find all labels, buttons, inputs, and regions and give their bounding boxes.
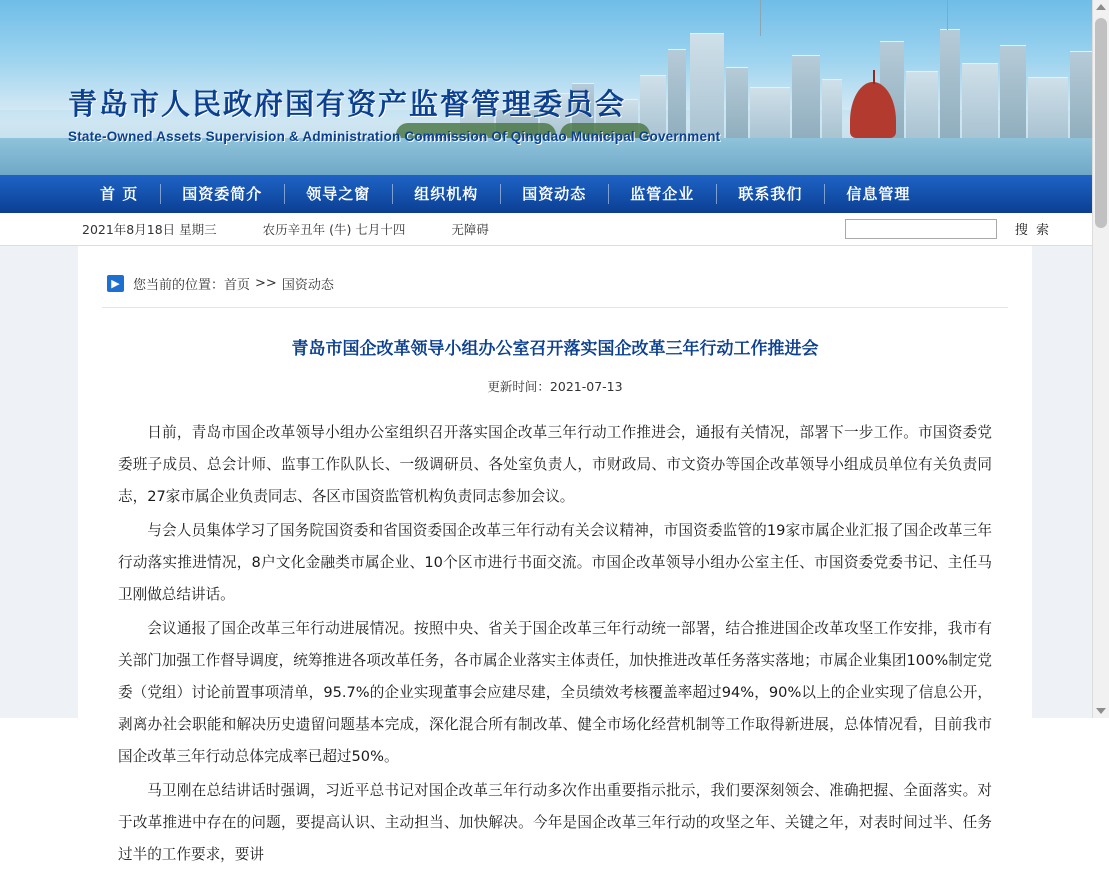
skyline-building <box>822 79 842 138</box>
main-nav <box>0 175 1109 213</box>
scrollbar-thumb[interactable] <box>1095 18 1107 228</box>
skyline-building <box>962 63 998 138</box>
nav-item-news[interactable]: 国资动态 <box>500 175 608 213</box>
skyline-building <box>1000 45 1026 138</box>
article-body <box>118 417 992 871</box>
breadcrumb-current[interactable]: 国资动态 <box>281 278 334 293</box>
nav-item-home[interactable]: 首 页 <box>100 185 139 203</box>
triangle-up-icon[interactable] <box>1096 4 1106 10</box>
breadcrumb-prefix: 您当前的位置： <box>133 278 225 293</box>
skyline-building <box>906 71 938 138</box>
article-meta-label: 更新时间： <box>487 379 550 394</box>
skyline-building <box>750 87 790 138</box>
accessibility-link[interactable]: 无障碍 <box>451 222 489 237</box>
current-date: 2021年8月18日 星期三 <box>82 222 217 237</box>
nav-item-leadership[interactable]: 领导之窗 <box>284 175 392 213</box>
article-meta-date: 2021-07-13 <box>549 379 623 394</box>
page-scrollbar[interactable] <box>1092 0 1109 718</box>
breadcrumb-home[interactable]: 首页 <box>224 278 251 293</box>
article-paragraph: 与会人员集体学习了国务院国资委和省国资委国企改革三年行动有关会议精神，市国资委监管的19家市属企业汇报了国企改革三年行动落实推进情况，8户文化金融类市属企业、10个区市进行书面交流。市国企改革领导小组办公室主任、市国资委党委书记、主任马卫刚做总结讲话。 <box>118 522 992 603</box>
site-title-cn: 青岛市人民政府国有资产监督管理委员会 <box>68 87 627 121</box>
skyline-building <box>1028 77 1068 138</box>
site-title-en: State-Owned Assets Supervision & Administration Commission Of Qingdao Municipal Government <box>68 129 721 144</box>
article-title: 青岛市国企改革领导小组办公室召开落实国企改革三年行动工作推进会 <box>291 339 819 359</box>
breadcrumb-separator: >> <box>255 276 277 291</box>
search-button[interactable]: 搜 索 <box>1009 218 1057 239</box>
search-area <box>845 218 1057 239</box>
nav-item-about[interactable]: 国资委简介 <box>160 175 284 213</box>
search-input[interactable] <box>845 219 997 239</box>
skyline-building <box>940 29 960 138</box>
crane <box>947 0 948 30</box>
crane <box>760 0 761 36</box>
site-title-block <box>68 82 720 144</box>
nav-item-contact[interactable]: 联系我们 <box>716 175 824 213</box>
content-shell <box>0 246 1109 863</box>
article-paragraph: 马卫刚在总结讲话时强调，习近平总书记对国企改革三年行动多次作出重要指示批示，我们要深刻领会、准确把握、全面落实。对于改革推进中存在的问题，要提高认识、主动担当、加快解决。今年是国企改革三年行动的攻坚之年、关键之年，对表时间过半、任务过半的工作要求，要讲 <box>118 782 992 863</box>
article-paragraph: 会议通报了国企改革三年行动进展情况。按照中央、省关于国企改革三年行动统一部署，结合推进国企改革攻坚工作安排，我市有关部门加强工作督导调度，统筹推进各项改革任务，各市属企业落实主体责任，加快推进改革任务落实落地；市属企业集团100%制定党委（党组）讨论前置事项清单，95.7%的企业实现董事会应建尽建，全员绩效考核覆盖率超过94%，90%以上的企业实现了信息公开，剥离办社会职能和解决历史遗留问题基本完成，深化混合所有制改革、健全市场化经营机制等工作取得新进展，总体情况看，目前我市国企改革三年行动总体完成率已超过50%。 <box>118 620 992 765</box>
triangle-down-icon[interactable] <box>1096 708 1106 714</box>
nav-item-info-admin[interactable]: 信息管理 <box>824 175 932 213</box>
date-bar <box>0 213 1109 246</box>
article-paragraph: 日前，青岛市国企改革领导小组办公室组织召开落实国企改革三年行动工作推进会，通报有关情况，部署下一步工作。市国资委党委班子成员、总会计师、监事工作队队长、一级调研员、各处室负责人，市财政局、市文资办等国企改革领导小组成员单位有关负责同志，27家市属企业负责同志、各区市国资监管机构负责同志参加会议。 <box>118 424 992 505</box>
article-meta <box>78 377 1032 395</box>
nav-item-enterprises[interactable]: 监管企业 <box>608 175 716 213</box>
skyline-building <box>792 55 820 138</box>
lunar-date: 农历辛丑年 (牛) 七月十四 <box>262 222 406 237</box>
breadcrumb-divider <box>102 307 1008 308</box>
site-banner <box>0 0 1109 175</box>
nav-item-organization[interactable]: 组织机构 <box>392 175 500 213</box>
skyline-building <box>726 67 748 138</box>
content-panel <box>78 246 1032 863</box>
arrow-right-icon: ▶ <box>107 275 124 292</box>
breadcrumb <box>78 246 1032 293</box>
